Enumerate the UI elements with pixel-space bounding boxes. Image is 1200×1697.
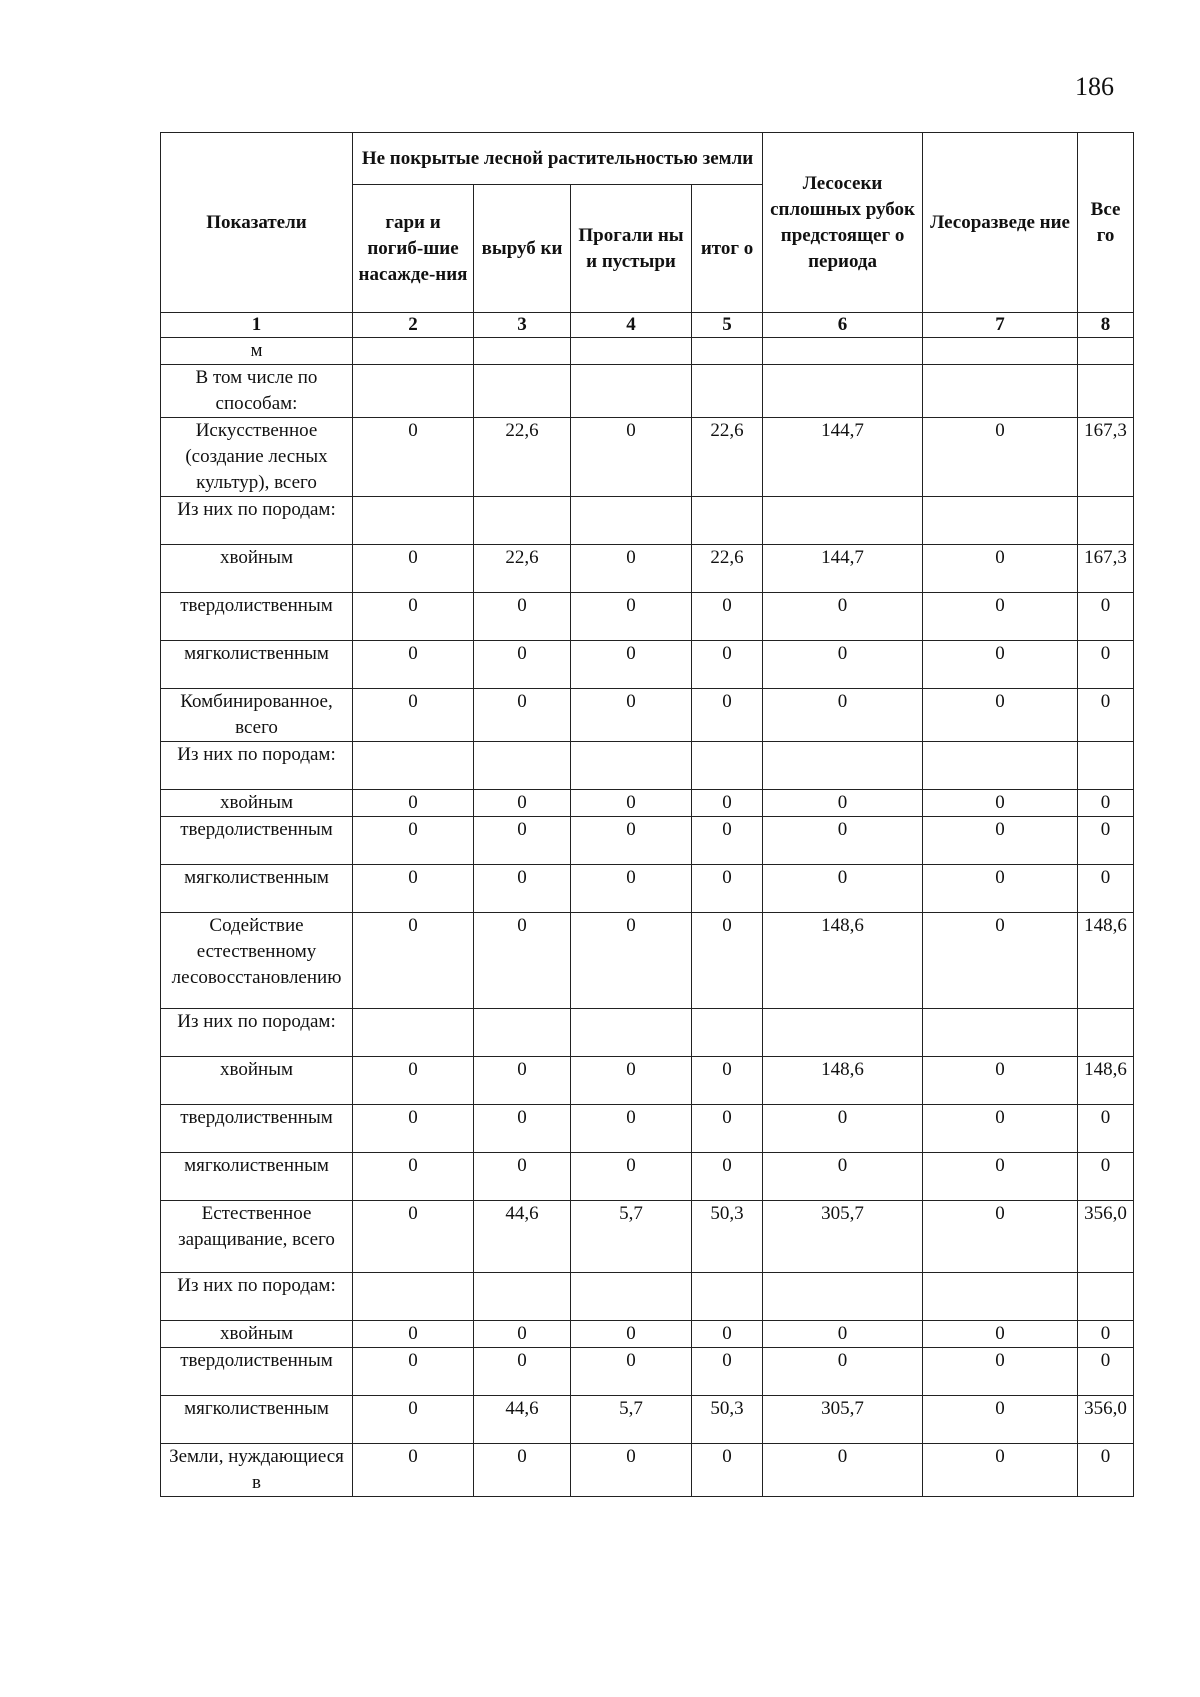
row-label: В том числе по способам: (161, 365, 353, 418)
header-burns: гари и погиб-шие насажде-ния (353, 185, 474, 313)
table-cell: 0 (474, 790, 571, 817)
table-row (161, 1153, 1134, 1201)
table-row (161, 742, 1134, 790)
table-cell: 0 (474, 913, 571, 1009)
row-label: твердолиственным (161, 593, 353, 641)
row-label: м (161, 338, 353, 365)
table-row (161, 1201, 1134, 1273)
table-cell: 0 (474, 865, 571, 913)
table-cell: 0 (571, 913, 692, 1009)
table-cell: 0 (474, 1348, 571, 1396)
table-cell (692, 365, 763, 418)
table-row (161, 1009, 1134, 1057)
table-cell (474, 742, 571, 790)
table-row (161, 545, 1134, 593)
table-row (161, 1444, 1134, 1497)
table-cell: 0 (923, 689, 1078, 742)
forest-lands-table (160, 132, 1134, 1497)
table-cell: 144,7 (763, 545, 923, 593)
table-cell: 0 (474, 817, 571, 865)
table-row (161, 593, 1134, 641)
table-cell (923, 1009, 1078, 1057)
table-cell: 0 (353, 1057, 474, 1105)
table-cell: 167,3 (1078, 418, 1134, 497)
row-label: Земли, нуждающиеся в (161, 1444, 353, 1497)
table-cell: 0 (923, 1057, 1078, 1105)
column-number: 3 (474, 313, 571, 338)
row-label: мягколиственным (161, 865, 353, 913)
table-cell (474, 497, 571, 545)
table-cell: 0 (353, 1105, 474, 1153)
table-cell (474, 338, 571, 365)
table-cell (692, 338, 763, 365)
table-cell: 0 (474, 641, 571, 689)
table-cell: 0 (353, 1396, 474, 1444)
table-cell: 5,7 (571, 1396, 692, 1444)
table-cell: 0 (923, 1444, 1078, 1497)
column-number: 6 (763, 313, 923, 338)
table-cell (353, 742, 474, 790)
table-cell: 0 (474, 1444, 571, 1497)
table-cell: 0 (763, 593, 923, 641)
table-cell: 0 (1078, 1105, 1134, 1153)
table-cell: 0 (353, 593, 474, 641)
table-cell: 44,6 (474, 1201, 571, 1273)
header-uncovered-lands: Не покрытые лесной растительностью земли (353, 133, 763, 185)
row-label: Комбинированное, всего (161, 689, 353, 742)
row-label: мягколиственным (161, 1396, 353, 1444)
column-number: 2 (353, 313, 474, 338)
table-cell (353, 497, 474, 545)
table-cell: 0 (474, 1057, 571, 1105)
table-cell: 0 (353, 865, 474, 913)
row-label: твердолиственным (161, 817, 353, 865)
table-row (161, 865, 1134, 913)
row-label: Естественное заращивание, всего (161, 1201, 353, 1273)
table-cell: 0 (923, 817, 1078, 865)
header-indicators: Показатели (161, 133, 353, 313)
table-cell: 0 (1078, 865, 1134, 913)
table-cell (763, 497, 923, 545)
table-cell: 0 (1078, 593, 1134, 641)
table-row (161, 418, 1134, 497)
row-label: Искусственное (создание лесных культур), всего (161, 418, 353, 497)
table-cell: 0 (1078, 1153, 1134, 1201)
table-cell: 148,6 (1078, 1057, 1134, 1105)
table-cell: 22,6 (474, 545, 571, 593)
table-cell (763, 1273, 923, 1321)
table-row (161, 913, 1134, 1009)
row-label: мягколиственным (161, 1153, 353, 1201)
column-number: 1 (161, 313, 353, 338)
table-cell (571, 742, 692, 790)
table-cell (923, 1273, 1078, 1321)
row-label: Из них по породам: (161, 1009, 353, 1057)
table-cell: 0 (763, 1105, 923, 1153)
table-cell: 0 (692, 817, 763, 865)
row-label: хвойным (161, 1321, 353, 1348)
table-cell: 0 (1078, 1444, 1134, 1497)
table-cell: 148,6 (763, 1057, 923, 1105)
table-cell: 0 (1078, 1348, 1134, 1396)
table-cell: 0 (571, 1444, 692, 1497)
table-cell: 0 (763, 1321, 923, 1348)
table-cell (692, 742, 763, 790)
table-cell (474, 1009, 571, 1057)
table-cell: 0 (353, 1348, 474, 1396)
table-cell: 0 (571, 1153, 692, 1201)
table-cell (923, 365, 1078, 418)
table-cell: 0 (353, 1201, 474, 1273)
table-row (161, 338, 1134, 365)
table-cell (571, 1273, 692, 1321)
row-label: Содействие естественному лесовосстановлению (161, 913, 353, 1009)
table-cell: 0 (353, 1153, 474, 1201)
table-cell: 0 (474, 593, 571, 641)
header-afforestation: Лесоразведе ние (923, 133, 1078, 313)
table-cell: 22,6 (692, 418, 763, 497)
table-cell: 0 (923, 593, 1078, 641)
table-cell (763, 338, 923, 365)
table-cell: 0 (692, 1105, 763, 1153)
table-cell: 0 (692, 790, 763, 817)
table-cell: 0 (692, 1057, 763, 1105)
table-cell: 0 (923, 790, 1078, 817)
table-cell: 0 (763, 641, 923, 689)
table-cell (692, 1273, 763, 1321)
table-cell: 0 (923, 913, 1078, 1009)
row-label: хвойным (161, 790, 353, 817)
table-cell (1078, 1273, 1134, 1321)
row-label: Из них по породам: (161, 1273, 353, 1321)
table-cell: 0 (692, 689, 763, 742)
table-cell: 0 (571, 1105, 692, 1153)
table-cell: 0 (571, 418, 692, 497)
table-cell: 0 (474, 689, 571, 742)
table-cell: 0 (923, 641, 1078, 689)
row-label: Из них по породам: (161, 497, 353, 545)
table-cell: 44,6 (474, 1396, 571, 1444)
table-cell (1078, 338, 1134, 365)
table-cell: 0 (692, 1444, 763, 1497)
table-cell: 144,7 (763, 418, 923, 497)
table-cell: 0 (571, 545, 692, 593)
table-row (161, 1321, 1134, 1348)
table-cell: 0 (571, 593, 692, 641)
table-cell: 0 (923, 1348, 1078, 1396)
table-cell (1078, 365, 1134, 418)
table-cell: 0 (571, 641, 692, 689)
table-cell: 356,0 (1078, 1201, 1134, 1273)
table-cell: 148,6 (763, 913, 923, 1009)
table-cell: 167,3 (1078, 545, 1134, 593)
table-cell: 50,3 (692, 1201, 763, 1273)
table-cell: 0 (474, 1153, 571, 1201)
table-cell (1078, 742, 1134, 790)
row-label: мягколиственным (161, 641, 353, 689)
table-row (161, 1273, 1134, 1321)
table-cell: 0 (474, 1321, 571, 1348)
table-row (161, 689, 1134, 742)
table-cell: 356,0 (1078, 1396, 1134, 1444)
table-row (161, 641, 1134, 689)
column-numbers-row (161, 313, 1134, 338)
table-cell: 0 (763, 1348, 923, 1396)
header-glades: Прогали ны и пустыри (571, 185, 692, 313)
table-row (161, 817, 1134, 865)
table-row (161, 1348, 1134, 1396)
table-cell: 5,7 (571, 1201, 692, 1273)
table-cell (571, 1009, 692, 1057)
table-cell: 0 (571, 689, 692, 742)
table-cell: 0 (763, 865, 923, 913)
table-cell (474, 365, 571, 418)
table-cell: 22,6 (692, 545, 763, 593)
column-number: 4 (571, 313, 692, 338)
row-label: хвойным (161, 545, 353, 593)
table-cell: 0 (353, 1444, 474, 1497)
column-number: 5 (692, 313, 763, 338)
header-clearings: выруб ки (474, 185, 571, 313)
table-cell: 0 (571, 817, 692, 865)
table-cell: 305,7 (763, 1396, 923, 1444)
table-row (161, 1396, 1134, 1444)
row-label: хвойным (161, 1057, 353, 1105)
table-cell: 0 (763, 1153, 923, 1201)
table-cell: 0 (692, 1153, 763, 1201)
table-cell: 0 (1078, 641, 1134, 689)
table-cell (353, 365, 474, 418)
table-cell (692, 497, 763, 545)
table-cell: 0 (692, 1348, 763, 1396)
table-cell: 0 (474, 1105, 571, 1153)
table-cell: 0 (353, 913, 474, 1009)
table-row (161, 1105, 1134, 1153)
table-cell: 0 (571, 865, 692, 913)
table-cell: 0 (1078, 790, 1134, 817)
table-cell: 148,6 (1078, 913, 1134, 1009)
table-cell: 0 (923, 1105, 1078, 1153)
table-cell: 0 (763, 689, 923, 742)
table-cell (923, 742, 1078, 790)
table-cell: 0 (353, 641, 474, 689)
table-cell: 0 (923, 1321, 1078, 1348)
header-total: Все го (1078, 133, 1134, 313)
table-cell: 0 (571, 790, 692, 817)
table-row (161, 497, 1134, 545)
table-cell: 0 (692, 641, 763, 689)
table-cell: 0 (692, 1321, 763, 1348)
table-cell: 0 (571, 1057, 692, 1105)
table-cell: 0 (763, 790, 923, 817)
table-cell: 0 (353, 418, 474, 497)
table-row (161, 1057, 1134, 1105)
table-row (161, 790, 1134, 817)
table-cell: 0 (571, 1348, 692, 1396)
table-cell: 0 (923, 865, 1078, 913)
table-cell: 22,6 (474, 418, 571, 497)
table-cell (763, 742, 923, 790)
page-number: 186 (1075, 72, 1114, 101)
table-cell: 0 (353, 545, 474, 593)
table-cell: 0 (923, 1153, 1078, 1201)
column-number: 8 (1078, 313, 1134, 338)
table-cell: 0 (923, 1396, 1078, 1444)
table-cell (692, 1009, 763, 1057)
table-cell (571, 497, 692, 545)
row-label: Из них по породам: (161, 742, 353, 790)
table-cell (474, 1273, 571, 1321)
table-cell (1078, 497, 1134, 545)
table-cell: 0 (353, 817, 474, 865)
table-cell (1078, 1009, 1134, 1057)
table-cell: 0 (923, 545, 1078, 593)
table-cell: 0 (923, 1201, 1078, 1273)
table-cell (353, 338, 474, 365)
table-cell (571, 365, 692, 418)
column-number: 7 (923, 313, 1078, 338)
table-cell: 0 (571, 1321, 692, 1348)
table-cell (763, 365, 923, 418)
table-cell (923, 497, 1078, 545)
table-cell: 0 (692, 913, 763, 1009)
table-body (161, 338, 1134, 1497)
table-cell: 0 (1078, 817, 1134, 865)
table-cell: 0 (353, 1321, 474, 1348)
table-cell: 50,3 (692, 1396, 763, 1444)
row-label: твердолиственным (161, 1348, 353, 1396)
table-cell: 0 (353, 689, 474, 742)
table-row (161, 365, 1134, 418)
table-cell (353, 1273, 474, 1321)
header-cutting-areas: Лесосеки сплошных рубок предстоящег о периода (763, 133, 923, 313)
table-cell (571, 338, 692, 365)
table-cell: 0 (763, 817, 923, 865)
table-cell: 0 (692, 593, 763, 641)
header-subtotal: итог о (692, 185, 763, 313)
table-cell: 0 (692, 865, 763, 913)
table-cell: 0 (763, 1444, 923, 1497)
table-cell: 0 (353, 790, 474, 817)
table-cell: 0 (1078, 1321, 1134, 1348)
table-cell (763, 1009, 923, 1057)
table-cell: 305,7 (763, 1201, 923, 1273)
table-cell: 0 (1078, 689, 1134, 742)
table-cell: 0 (923, 418, 1078, 497)
table-cell (923, 338, 1078, 365)
table-cell (353, 1009, 474, 1057)
row-label: твердолиственным (161, 1105, 353, 1153)
